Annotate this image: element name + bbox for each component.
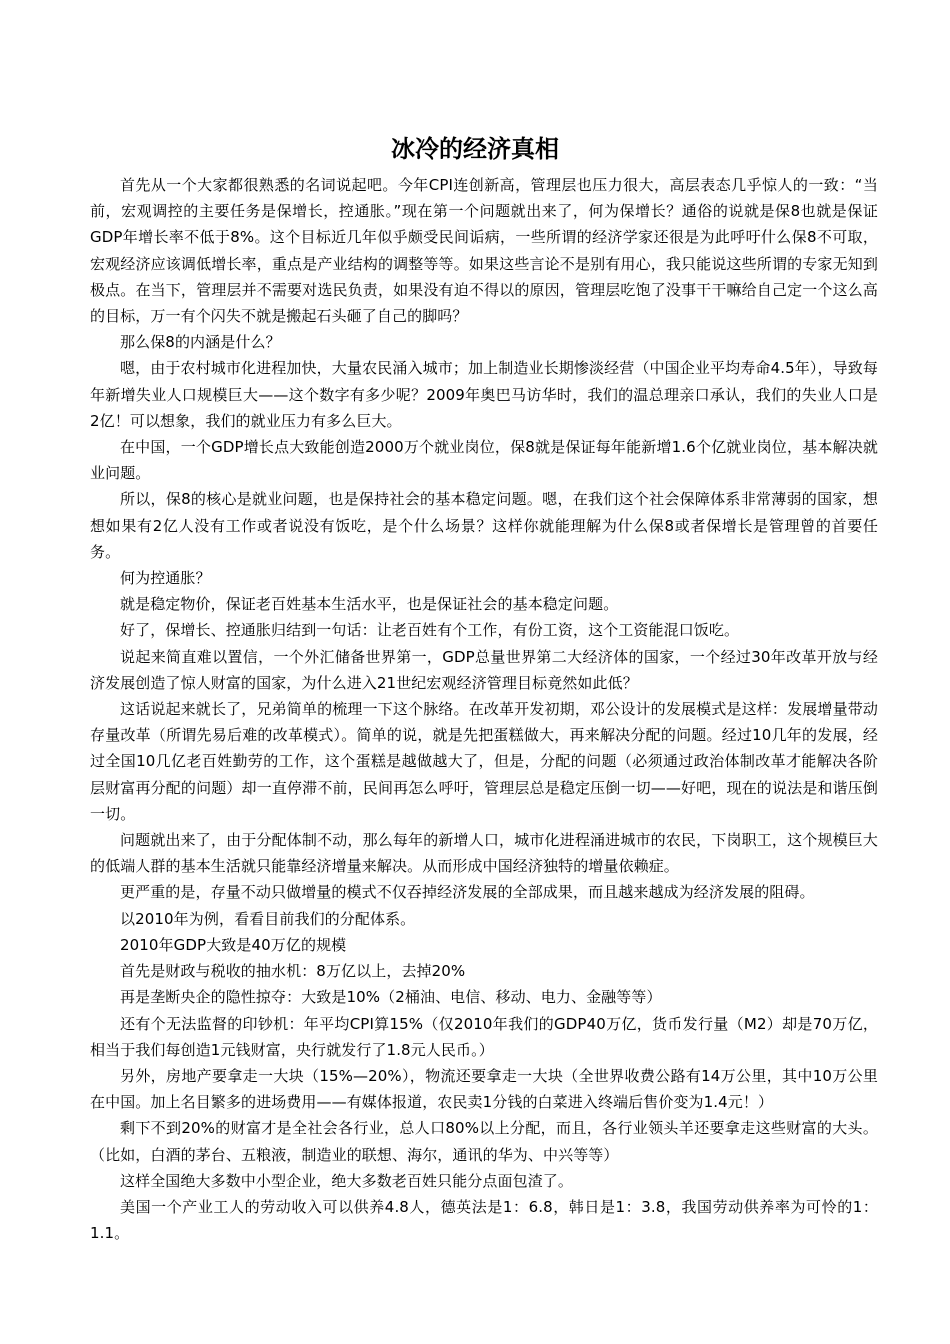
paragraph: 以2010年为例，看看目前我们的分配体系。 [120,909,416,928]
paragraph: 好了，保增长、控通胀归结到一句话：让老百姓有个工作，有份工资，这个工资能混口饭吃。 [120,621,740,640]
paragraph: 何为控通胀？ [120,569,211,588]
paragraph: 就是稳定物价，保证老百姓基本生活水平，也是保证社会的基本稳定问题。 [120,595,619,614]
paragraph: 另外，房地产要拿走一大块（15%—20%），物流还要拿走一大块（全世界收费公路有14万公里，其中10万公里在中国。加上名目繁多的进场费用——有媒体报道，农民卖1分钱的白菜进入终端后售价变为1.4元！） [90,1066,878,1112]
paragraph: 再是垄断央企的隐性掠夺：大致是10%（2桶油、电信、移动、电力、金融等等） [120,988,662,1007]
paragraph: 这话说起来就长了，兄弟简单的梳理一下这个脉络。在改革开发初期，邓公设计的发展模式是这样：发展增量带动存量改革（所谓先易后难的改革模式）。简单的说，就是先把蛋糕做大，再来解决分配的问题。经过10几年的发展，经过全国10几亿老百姓勤劳的工作，这个蛋糕是越做越大了，但是，分配的问题（必须通过政治体制改革才能解决各阶层财富再分配的问题）却一直停滞不前，民间再怎么呼吁，管理层总是稳定压倒一切——好吧，现在的说法是和谐压倒一切。 [90,700,878,823]
paragraph: 所以，保8的核心是就业问题，也是保持社会的基本稳定问题。嗯，在我们这个社会保障体系非常薄弱的国家，想想如果有2亿人没有工作或者说没有饭吃，是个什么场景？这样你就能理解为什么保8或者保增长是管理曾的首要任务。 [90,490,878,561]
paragraph: 首先从一个大家都很熟悉的名词说起吧。今年CPI连创新高，管理层也压力很大，高层表态几乎惊人的一致：“当前，宏观调控的主要任务是保增长，控通胀。”现在第一个问题就出来了，何为保增长？通俗的说就是保8也就是保证GDP年增长率不低于8%。这个目标近几年似乎颇受民间诟病，一些所谓的经济学家还很是为此呼吁什么保8不可取，宏观经济应该调低增长率，重点是产业结构的调整等等。如果这些言论不是别有用心，我只能说这些所谓的专家无知到极点。在当下，管理层并不需要对选民负责，如果没有迫不得以的原因，管理层吃饱了没事干干嘛给自己定一个这么高的目标，万一有个闪失不就是搬起石头砸了自己的脚吗？ [90,176,878,326]
paragraph: 说起来简直难以置信，一个外汇储备世界第一，GDP总量世界第二大经济体的国家，一个经过30年改革开放与经济发展创造了惊人财富的国家，为什么进入21世纪宏观经济管理目标竟然如此低？ [90,647,878,692]
document-title: 冰冷的经济真相 [391,135,559,163]
paragraph: 那么保8的内涵是什么？ [120,333,281,352]
paragraph: 问题就出来了，由于分配体制不动，那么每年的新增人口，城市化进程涌进城市的农民，下岗职工，这个规模巨大的低端人群的基本生活就只能靠经济增量来解决。从而形成中国经济独特的增量依赖症。 [90,831,878,876]
paragraph: 嗯，由于农村城市化进程加快，大量农民涌入城市；加上制造业长期惨淡经营（中国企业平均寿命4.5年），导致每年新增失业人口规模巨大——这个数字有多少呢？2009年奥巴马访华时，我们的温总理亲口承认，我们的失业人口是2亿！可以想象，我们的就业压力有多么巨大。 [90,359,878,430]
paragraph: 在中国，一个GDP增长点大致能创造2000万个就业岗位，保8就是保证每年能新增1.6个亿就业岗位，基本解决就业问题。 [90,438,878,483]
paragraph: 首先是财政与税收的抽水机：8万亿以上，去掉20% [120,962,466,981]
paragraph: 美国一个产业工人的劳动收入可以供养4.8人，德英法是1：6.8，韩日是1：3.8，我国劳动供养率为可怜的1：1.1。 [90,1197,878,1243]
paragraph: 更严重的是，存量不动只做增量的模式不仅吞掉经济发展的全部成果，而且越来越成为经济发展的阻碍。 [120,883,815,902]
paragraph: 这样全国绝大多数中小型企业，绝大多数老百姓只能分点面包渣了。 [120,1171,574,1190]
document-body [90,172,878,1246]
paragraph: 2010年GDP大致是40万亿的规模 [120,935,347,954]
paragraph: 还有个无法监督的印钞机：年平均CPI算15%（仅2010年我们的GDP40万亿，货币发行量（M2）却是70万亿，相当于我们每创造1元钱财富，央行就发行了1.8元人民币。） [90,1014,878,1059]
paragraph: 剩下不到20%的财富才是全社会各行业，总人口80%以上分配，而且，各行业领头羊还要拿走这些财富的大头。（比如，白酒的茅台、五粮液，制造业的联想、海尔，通讯的华为、中兴等等） [90,1119,878,1164]
